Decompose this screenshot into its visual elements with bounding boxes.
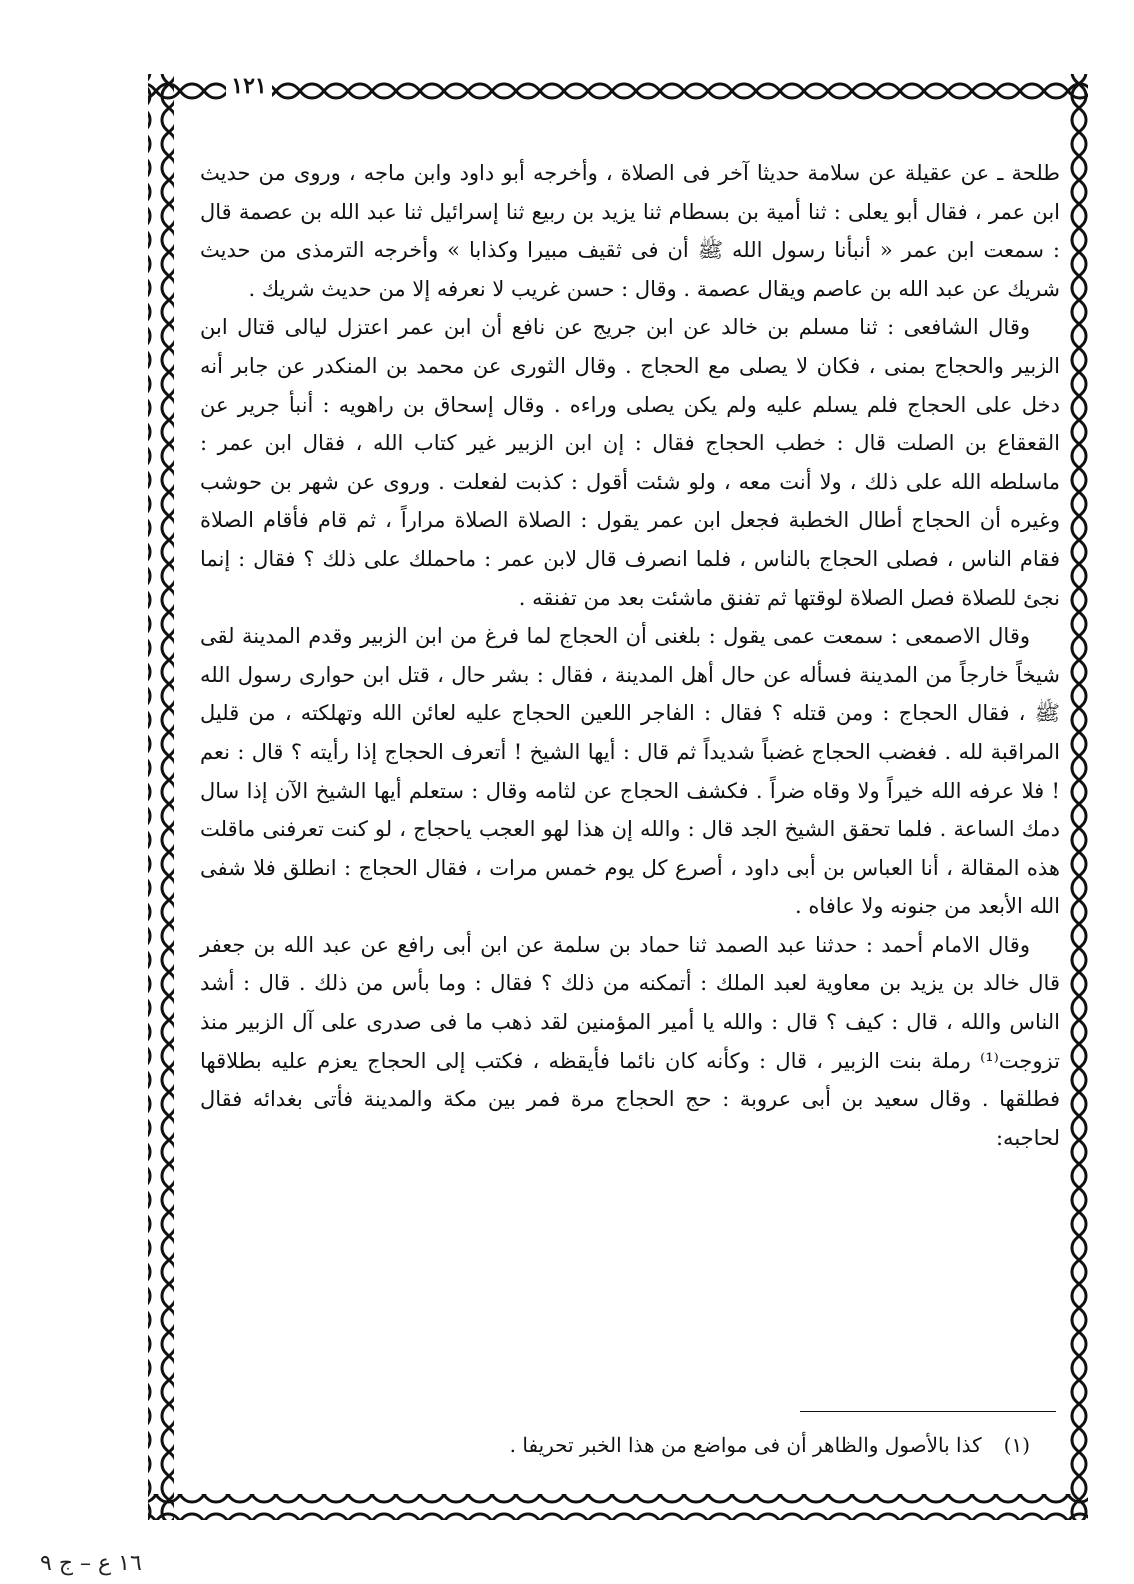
print-signature: ١٦ ع – ج ٩	[40, 1551, 142, 1576]
page-number: ١٢١	[226, 70, 272, 102]
footnote-number: (١)	[1003, 1433, 1030, 1457]
footnote	[200, 1428, 1030, 1462]
paragraph: طلحة ـ عن عقيلة عن سلامة حديثا آخر فى الصلاة ، وأخرجه أبو داود وابن ماجه ، وروى من حديث ابن عمر ، فقال أبو يعلى : ثنا أمية بن بسطام ثنا يزيد بن ربيع ثنا إسرائيل ثنا عبد الله بن عصمة قال : سمعت ابن عمر « أنبأنا رسول الله ﷺ أن فى ثقيف مبيرا وكذابا » وأخرجه الترمذى من حديث شريك عن عبد الله بن عاصم ويقال عصمة . وقال : حسن غريب لا نعرفه إلا من حديث شريك .	[200, 161, 1060, 301]
main-text	[200, 154, 1060, 1157]
paragraph: وقال الشافعى : ثنا مسلم بن خالد عن ابن جريج عن نافع أن ابن عمر اعتزل ليالى قتال ابن الزبير والحجاج بمنى ، فكان لا يصلى مع الحجاج . وقال الثورى عن محمد بن المنكدر عن جابر أنه دخل على الحجاج فلم يسلم عليه ولم يكن يصلى وراءه . وقال إسحاق بن راهويه : أنبأ جرير عن القعقاع بن الصلت قال : خطب الحجاج فقال : إن ابن الزبير غير كتاب الله ، فقال ابن عمر : ماسلطه الله على ذلك ، ولا أنت معه ، ولو شئت أقول : كذبت لفعلت . وروى عن شهر بن حوشب وغيره أن الحجاج أطال الخطبة فجعل ابن عمر يقول : الصلاة الصلاة مراراً ، ثم قام فأقام الصلاة فقام الناس ، فصلى الحجاج بالناس ، فلما انصرف قال لابن عمر : ماحملك على ذلك ؟ فقال : إنما نجئ للصلاة فصل الصلاة لوقتها ثم تفنق ماشئت بعد من تفنقه .	[200, 315, 1060, 610]
paragraph: وقال الاصمعى : سمعت عمى يقول : بلغنى أن الحجاج لما فرغ من ابن الزبير وقدم المدينة لقى شيخاً خارجاً من المدينة فسأله عن حال أهل المدينة ، فقال : بشر حال ، قتل ابن حوارى رسول الله ﷺ ، فقال الحجاج : ومن قتله ؟ فقال : الفاجر اللعين الحجاج عليه لعائن الله وتهلكته ، من قليل المراقبة لله . فغضب الحجاج غضباً شديداً ثم قال : أيها الشيخ ! أتعرف الحجاج إذا رأيته ؟ قال : نعم ! فلا عرفه الله خيراً ولا وقاه ضراً . فكشف الحجاج عن لثامه وقال : ستعلم أيها الشيخ الآن إذا سال دمك الساعة . فلما تحقق الشيخ الجد قال : والله إن هذا لهو العجب ياحجاج ، لو كنت تعرفنى ماقلت هذه المقالة ، أنا العباس بن أبى داود ، أصرع كل يوم خمس مرات ، فقال الحجاج : انطلق فلا شفى الله الأبعد من جنونه ولا عافاه .	[200, 624, 1060, 919]
footnote-divider	[800, 1411, 1056, 1412]
footnote-text: كذا بالأصول والظاهر أن فى مواضع من هذا الخبر تحريفا .	[509, 1433, 982, 1457]
paragraph: وقال الامام أحمد : حدثنا عبد الصمد ثنا حماد بن سلمة عن ابن أبى رافع عن عبد الله بن جعفر قال خالد بن يزيد بن معاوية لعبد الملك : أتمكنه من ذلك ؟ فقال : وما بأس من ذلك . قال : أشد الناس والله ، قال : كيف ؟ قال : والله يا أمير المؤمنين لقد ذهب ما فى صدرى على آل الزبير منذ تزوجت⁽¹⁾ رملة بنت الزبير ، قال : وكأنه كان نائما فأيقظه ، فكتب إلى الحجاج يعزم عليه بطلاقها فطلقها . وقال سعيد بن أبى عروبة : حج الحجاج مرة فمر بين مكة والمدينة فأتى بغدائه فقال لحاجبه:	[200, 932, 1060, 1150]
